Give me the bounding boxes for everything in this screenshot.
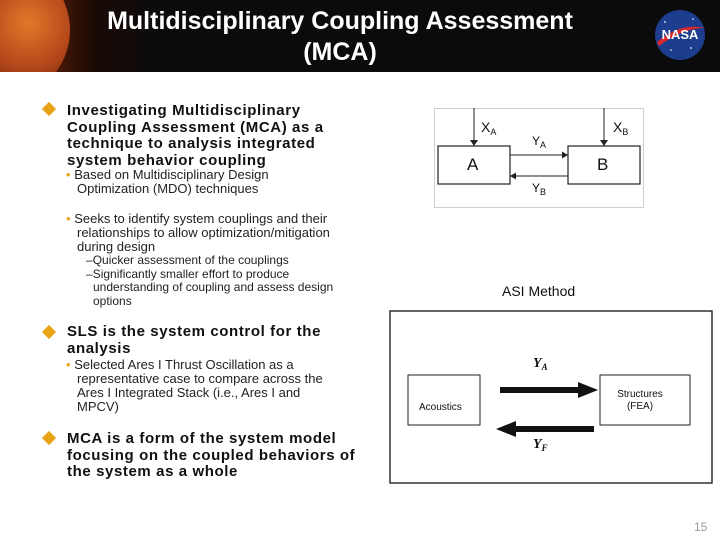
asi-method-caption: ASI Method [502,283,576,299]
nasa-logo-text: NASA [661,27,699,42]
yb-label [532,181,546,197]
sub-bullet-line: during design [77,239,156,254]
yf-symbol [533,437,548,453]
yf-symbol-subscript: F [541,443,548,453]
bullet-3-line: MCA is a form of the system model [67,430,337,447]
bullet-1 [67,103,324,169]
page-number: 15 [694,520,708,534]
bullet-3-line: focusing on the coupled behaviors of [67,446,356,464]
xb-label [613,119,628,137]
sub-bullet-dot-icon: • [66,357,71,372]
title-line-1: Multidisciplinary Coupling Assessment [107,7,573,35]
bullet-1-sub-1 [66,168,269,196]
title-line-2: (MCA) [303,38,377,66]
block-a-label: A [467,155,479,174]
bullet-1-sub-2-items: –Quicker assessment of the couplings –Significantly smaller effort to produce understanding of coupling and assess design options [86,253,334,308]
acoustics-box [408,375,480,425]
xa-subscript: A [490,127,497,137]
sub-bullet-line: MPCV) [77,399,119,414]
yb-text: Y [532,181,541,195]
ya-arrow-shaft [500,387,580,393]
yf-symbol-text: Y [533,437,542,452]
bullet-2-line: analysis [67,339,132,357]
structures-label-line: (FEA) [626,401,654,412]
ya-symbol-text: Y [533,356,542,371]
xb-text: X [613,119,623,135]
bullet-2 [67,324,321,357]
bullet-3 [67,431,355,481]
xa-text: X [481,119,491,135]
structures-label-line: Structures [617,389,663,400]
sub-sub-bullet-line: options [93,293,132,308]
sub-bullet-line: Optimization (MDO) techniques [77,181,259,196]
structures-label [604,389,676,413]
xa-label [481,119,496,137]
bullet-1-line: system behavior coupling [67,151,267,169]
bullet-diamond-icon [42,102,56,116]
bullet-3-line: the system as a whole [67,463,239,480]
xb-subscript: B [622,127,629,137]
bullet-diamond-icon [42,431,56,445]
slide-title [40,6,640,68]
bullet-1-sub-2 [66,212,330,254]
sub-bullet-line: Based on Multidisciplinary Design [74,167,269,182]
yb-subscript: B [540,187,547,197]
bullet-2-line: SLS is the system control for the [67,323,322,340]
sub-sub-bullet-line: Significantly smaller effort to produce [92,266,290,281]
bullet-2-sub-1 [66,358,323,414]
sub-bullet-line: representative case to compare across the [77,371,323,386]
sub-bullet-line: Ares I Integrated Stack (i.e., Ares I and [77,385,301,400]
sub-bullet-line: Selected Ares I Thrust Oscillation as a [74,357,294,372]
sub-bullet-dot-icon: • [66,211,71,226]
sub-bullet-line: relationships to allow optimization/mitigation [77,225,330,240]
sub-bullet-line: Seeks to identify system couplings and their [74,211,328,226]
ya-text: Y [532,134,541,148]
acoustics-label: Acoustics [419,402,462,413]
ya-symbol-subscript: A [541,362,548,372]
sub-sub-bullet-line: understanding of coupling and assess design [93,280,334,294]
bullet-diamond-icon [42,325,56,339]
bullet-1-line: technique to analysis integrated [67,135,316,152]
ya-subscript: A [540,140,547,150]
sub-bullet-dot-icon: • [66,167,71,182]
block-b-label: B [597,155,609,174]
nasa-logo [651,8,709,62]
title-bar [0,0,720,72]
ya-label [532,134,546,150]
bullet-1-line: Coupling Assessment (MCA) as a [67,118,324,136]
ya-symbol [533,356,548,372]
sub-sub-bullet-line: Quicker assessment of the couplings [92,253,289,267]
bullet-1-line: Investigating Multidisciplinary [67,102,301,119]
yf-arrow-shaft [514,426,594,432]
